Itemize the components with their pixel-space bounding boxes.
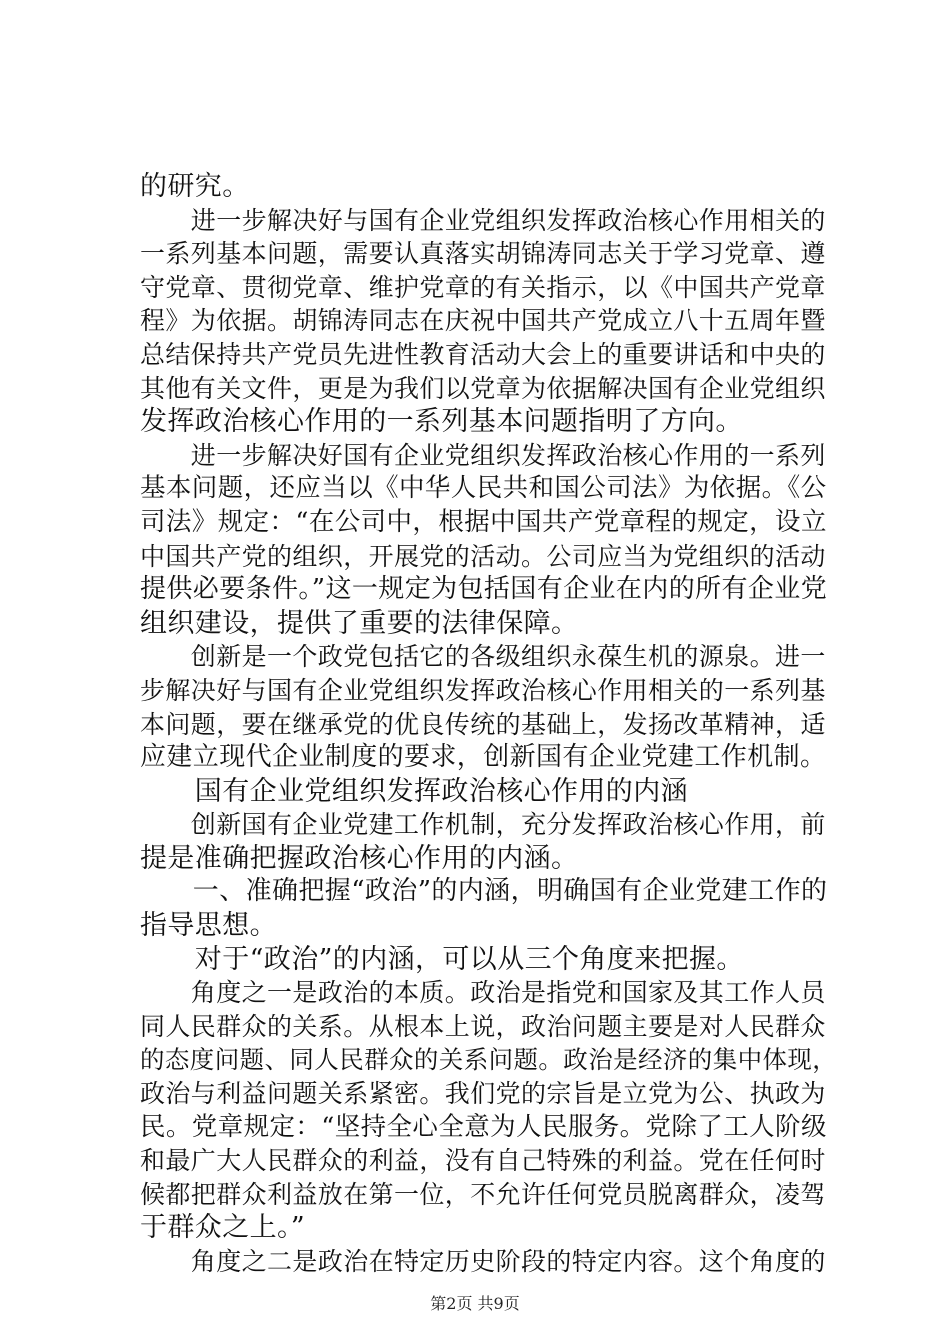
text-line: 的研究。	[140, 171, 250, 202]
text-line: 民。党章规定：“坚持全心全意为人民服务。党除了工人阶级	[140, 1111, 827, 1142]
text-line: 对于“政治”的内涵，可以从三个角度来把握。	[140, 943, 744, 975]
text-line: 一、准确把握“政治”的内涵，明确国有企业党建工作的	[140, 876, 828, 907]
text-line: 国有企业党组织发挥政治核心作用的内涵	[140, 775, 688, 807]
text-line: 其他有关文件，更是为我们以党章为依据解决国有企业党组织	[140, 373, 826, 403]
text-line: 于群众之上。”	[140, 1212, 306, 1244]
text-line: 总结保持共产党员先进性教育活动大会上的重要讲话和中央的	[140, 339, 826, 369]
text-line: 中国共产党的组织，开展党的活动。公司应当为党组织的活动	[140, 541, 826, 571]
page-footer: 第2页 共9页	[430, 1294, 520, 1313]
text-line: 守党章、贯彻党章、维护党章的有关指示，以《中国共产党章	[140, 272, 826, 302]
text-line: 组织建设，提供了重要的法律保障。	[140, 607, 579, 639]
text-line: 一系列基本问题，需要认真落实胡锦涛同志关于学习党章、遵	[140, 239, 826, 269]
text-line: 应建立现代企业制度的要求，创新国有企业党建工作机制。	[140, 742, 827, 773]
text-line: 程》为依据。胡锦涛同志在庆祝中国共产党成立八十五周年暨	[140, 306, 826, 336]
text-line: 提供必要条件。”这一规定为包括国有企业在内的所有企业党	[140, 574, 828, 605]
text-line: 创新国有企业党建工作机制，充分发挥政治核心作用，前	[140, 810, 826, 840]
text-line: 角度之二是政治在特定历史阶段的特定内容。这个角度的	[140, 1247, 826, 1276]
text-line: 同人民群众的关系。从根本上说，政治问题主要是对人民群众	[140, 1011, 826, 1041]
text-line: 创新是一个政党包括它的各级组织永葆生机的源泉。进一	[140, 642, 826, 672]
text-line: 政治与利益问题关系紧密。我们党的宗旨是立党为公、执政为	[140, 1079, 826, 1109]
text-line: 提是准确把握政治核心作用的内涵。	[140, 842, 579, 874]
text-line: 司法》规定：“在公司中，根据中国共产党章程的规定，设立	[140, 506, 827, 537]
document-body	[140, 170, 836, 1279]
text-line: 进一步解决好与国有企业党组织发挥政治核心作用相关的	[140, 205, 826, 235]
text-line: 本问题，要在继承党的优良传统的基础上，发扬改革精神，适	[140, 709, 826, 739]
text-line: 候都把群众利益放在第一位，不允许任何党员脱离群众，凌驾	[140, 1179, 826, 1209]
text-line: 的态度问题、同人民群众的关系问题。政治是经济的集中体现，	[140, 1045, 838, 1075]
text-line: 和最广大人民群众的利益，没有自己特殊的利益。党在任何时	[140, 1146, 826, 1176]
text-line: 发挥政治核心作用的一系列基本问题指明了方向。	[140, 406, 743, 438]
text-line: 步解决好与国有企业党组织发挥政治核心作用相关的一系列基	[140, 675, 826, 705]
text-line: 进一步解决好国有企业党组织发挥政治核心作用的一系列	[140, 440, 826, 470]
text-line: 指导思想。	[140, 910, 277, 942]
text-line: 角度之一是政治的本质。政治是指党和国家及其工作人员	[140, 978, 826, 1008]
text-line: 基本问题，还应当以《中华人民共和国公司法》为依据。《公	[140, 473, 827, 504]
